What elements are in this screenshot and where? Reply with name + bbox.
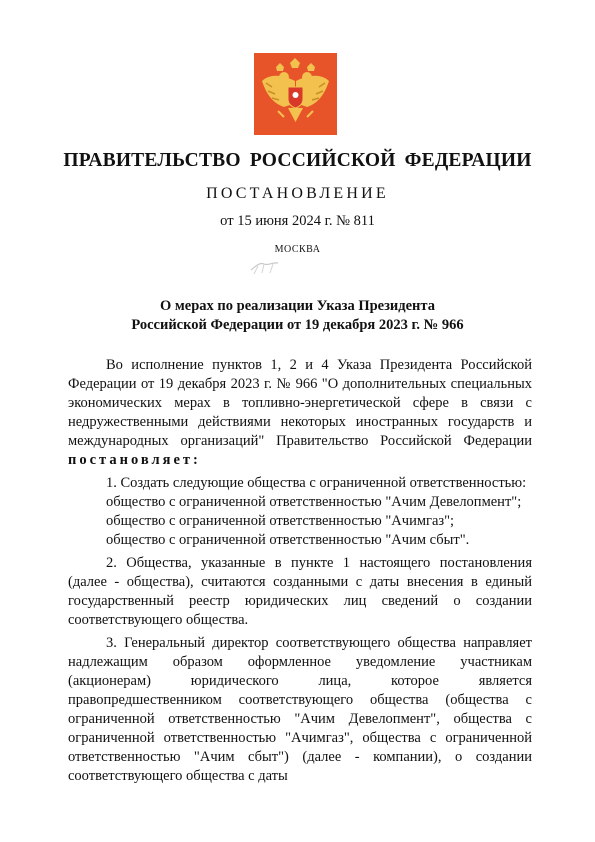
clause-3: 3. Генеральный директор соответствующего общества направляет надлежащим образом оформленное уведомление участникам (акционерам) юридического лица, которое является правопредшественником соответствующего общества (общества с ограниченной ответственностью "Ачим Девелопмент", общества с ограниченной ответственностью "Ачимгаз", общества с ограниченной ответственностью "Ачим сбыт") (далее - компании), о создании соответствующего общества с даты <box>68 635 532 784</box>
company-item: общество с ограниченной ответственностью "Ачимгаз"; <box>106 513 455 529</box>
intro-paragraph <box>68 356 532 470</box>
subject-line-2: Российской Федерации от 19 декабря 2023 г. № 966 <box>131 317 464 333</box>
document-subject <box>0 297 595 335</box>
double-headed-eagle-emblem-icon <box>254 53 337 135</box>
government-title: ПРАВИТЕЛЬСТВО РОССИЙСКОЙ ФЕДЕРАЦИИ <box>63 150 532 171</box>
document-place: МОСКВА <box>274 244 321 255</box>
intro-text: Во исполнение пунктов 1, 2 и 4 Указа Президента Российской Федерации от 19 декабря 2023 г. № 966 "О дополнительных специальных экономических мерах в топливно-энергетической сфере в связи с недружественными действиями некоторых иностранных государств и международных организаций" Правительство Российской Федерации <box>68 357 532 449</box>
document-date-number: от 15 июня 2024 г. № 811 <box>220 213 375 229</box>
decree-word: постановляет: <box>68 452 201 468</box>
clause-1: 1. Создать следующие общества с ограниченной ответственностью: <box>106 475 527 491</box>
company-item: общество с ограниченной ответственностью "Ачим Девелопмент"; <box>106 494 522 510</box>
document-type: ПОСТАНОВЛЕНИЕ <box>206 185 389 202</box>
registration-stamp-icon <box>248 256 282 276</box>
subject-line-1: О мерах по реализации Указа Президента <box>160 298 435 314</box>
clause-2: 2. Общества, указанные в пункте 1 настоящего постановления (далее - общества), считаются созданными с даты внесения в единый государственный реестр юридических лиц сведений о создании соответствующего общества. <box>68 555 532 628</box>
document-body <box>68 356 532 786</box>
emblem-graphic <box>254 53 337 135</box>
company-item: общество с ограниченной ответственностью "Ачим сбыт". <box>106 532 470 548</box>
